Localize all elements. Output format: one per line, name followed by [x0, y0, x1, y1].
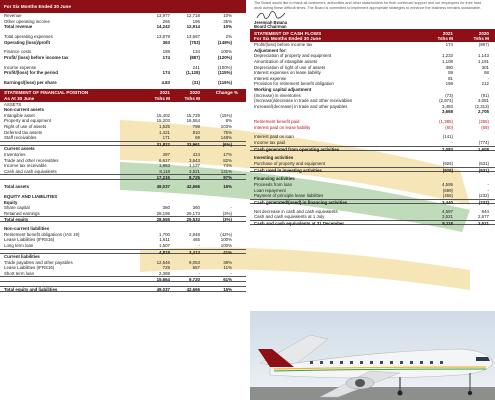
row-value: 171: [162, 135, 170, 141]
row-label: Trade payables and other payables: [4, 259, 73, 265]
row-value: (753): [189, 39, 200, 45]
row-value: 174: [162, 54, 170, 60]
row-label: Revenue: [4, 13, 22, 18]
row-value: 174: [162, 70, 170, 76]
row-label: Share capital: [4, 205, 30, 211]
row-value: 33,961: [186, 141, 200, 147]
row-label: Deferred tax assets: [4, 129, 43, 135]
row-label: Purchase of property and equipment: [254, 161, 326, 167]
row-label: Provision for retirement benefit obligation: [254, 81, 334, 87]
row-value: 59: [448, 70, 453, 76]
row-value: 15,664: [156, 277, 170, 283]
row-label: Current liabilities: [4, 254, 40, 260]
row-value: (2,974): [439, 98, 453, 104]
row-value: 28,555: [156, 217, 170, 223]
row-value: 10%: [223, 13, 232, 18]
cash-flows-table: [250, 42, 495, 225]
row-label: Retirement benefit obligations (IAS 19): [4, 231, 80, 237]
row-label: Earnings/(loss) per share: [4, 80, 57, 86]
signatory-name: Jeremiah Bwana: [254, 19, 288, 25]
fp-unit-2021: Tshs M: [154, 95, 170, 101]
row-label: Lease Liabilities (IFRS16): [4, 265, 55, 271]
row-value: 15,729: [186, 112, 200, 118]
row-value: 12,718: [186, 13, 200, 18]
signatory-role: Board Chairman: [254, 24, 287, 30]
row-value: 134: [192, 49, 200, 55]
row-label: Operating (loss)/profit: [4, 39, 51, 45]
row-label: Cash used in investing activities: [254, 167, 322, 173]
row-value: 301: [481, 64, 489, 70]
row-value: (100%): [217, 64, 232, 70]
fp-unit-2020: Tshs M: [184, 95, 200, 101]
row-value: 8,118: [159, 168, 170, 174]
row-label: Interest paid on loan: [254, 134, 294, 140]
cf-col-2021: 2021: [442, 30, 453, 36]
row-label: Non-current assets: [4, 107, 45, 113]
row-value: (73): [445, 92, 453, 98]
row-value: -: [487, 187, 489, 193]
row-value: (91): [481, 92, 489, 98]
row-value: 131%: [220, 168, 232, 174]
row-value: 189: [162, 49, 170, 55]
row-value: -: [230, 205, 232, 211]
row-value: (531): [478, 167, 489, 173]
row-value: 42,666: [186, 287, 200, 293]
fp-col-2020: 2020: [189, 90, 200, 96]
row-value: (115%): [218, 80, 232, 86]
row-value: 41%: [223, 249, 232, 255]
row-value: 2%: [225, 33, 232, 39]
row-value: 81: [448, 75, 453, 81]
row-value: (456): [442, 193, 453, 199]
row-label: Cash and cash equivalents at 1 July: [254, 214, 325, 220]
row-value: 2,389: [159, 270, 170, 276]
financial-position-table: [0, 102, 246, 292]
row-label: Income expense: [4, 64, 37, 70]
row-value: 1,191: [478, 58, 489, 64]
row-label: Interest expense: [254, 75, 287, 81]
row-value: 4.83: [161, 80, 170, 86]
row-value: 42,666: [186, 184, 200, 190]
row-value: 68: [484, 70, 489, 76]
row-value: -: [198, 242, 200, 248]
row-label: Inventories: [4, 152, 26, 158]
row-value: 1,983: [159, 163, 170, 169]
row-value: 3,483: [442, 103, 453, 109]
row-value: 15%: [223, 287, 232, 293]
row-value: 174: [445, 42, 453, 48]
row-value: (232): [478, 193, 489, 199]
row-value: (115%): [218, 70, 232, 76]
row-value: 360: [162, 205, 170, 211]
cf-unit-2020: Tshs M: [473, 36, 489, 42]
row-value: -: [487, 75, 489, 81]
row-label: Depreciation of right of use of assets: [254, 64, 326, 70]
row-value: (1,128): [186, 70, 200, 76]
row-value: 8,725: [189, 175, 200, 181]
row-label: Cash and cash equivalents: [4, 168, 57, 174]
row-value: 148%: [220, 135, 232, 141]
row-value: -: [487, 182, 489, 187]
row-label: Cash generated from operating activities: [254, 146, 340, 152]
row-value: 3,440: [442, 199, 453, 205]
row-value: (42%): [220, 231, 232, 237]
row-value: 4,595: [442, 182, 453, 187]
cash-flows-title: STATEMENT OF CASH FLOWS: [254, 30, 322, 36]
row-value: 844: [481, 208, 489, 214]
row-value: 1,137: [189, 163, 200, 169]
row-value: 241: [192, 64, 200, 70]
row-label: Total operating expenses: [4, 33, 53, 39]
row-value: 6,617: [159, 157, 170, 163]
row-value: 360: [192, 205, 200, 211]
income-statement-table: [0, 13, 246, 86]
row-label: Intangible asset: [4, 112, 35, 118]
row-label: Investing activities: [254, 155, 294, 161]
financial-position-title: STATEMENT OF FINANCIAL POSITION: [4, 90, 89, 96]
row-label: Long term loan: [4, 242, 34, 248]
row-label: Profit/(loss) before income tax: [254, 42, 313, 48]
row-value: 15,402: [156, 112, 170, 118]
row-label: Depreciation of property and equipment: [254, 53, 332, 59]
row-value: 49,037: [156, 287, 170, 293]
row-label: Loan repayment: [254, 187, 286, 193]
row-label: (Increase)/decrease in trade and other receivables: [254, 98, 353, 104]
row-value: 9,063: [189, 259, 200, 265]
row-value: (2,313): [475, 103, 489, 109]
board-statement-line-1: The Board would like to thank all customers, authorities and other stakeholders for their continued support and our employees for their hard: [254, 1, 482, 5]
row-value: (531): [478, 161, 489, 167]
row-value: 14,242: [156, 24, 170, 30]
row-value: 3,643: [189, 157, 200, 163]
row-label: Net decrease in cash and cash equivalents: [254, 208, 338, 214]
row-label: Total revenue: [4, 24, 33, 30]
row-value: 3,521: [442, 214, 453, 220]
income-statement-header: [0, 0, 246, 13]
row-value: (141): [442, 134, 453, 140]
row-value: (1,385): [439, 119, 453, 125]
row-label: Total equity: [4, 217, 29, 223]
board-statement-line-2: work during these difficult times. The Board is committed to implement appropriate strategies to enhance the business remains sustainable.: [254, 5, 481, 10]
cash-flows-header: [250, 29, 495, 42]
fp-col-change: Change %: [215, 90, 238, 96]
row-value: 1,421: [159, 129, 170, 135]
row-value: 1,143: [478, 53, 489, 59]
board-statement: [250, 0, 495, 10]
row-value: 1,611: [159, 237, 170, 243]
row-label: Lease Liabilities (IFRS16): [4, 237, 55, 243]
row-label: Retained earnings: [4, 210, 40, 216]
income-header-title: For Six Months Ended 30 June: [4, 4, 71, 10]
row-label: (Increase) in inventories: [254, 92, 301, 98]
row-value: 2,083: [442, 146, 453, 152]
row-value: (120%): [217, 54, 232, 60]
row-value: 17%: [223, 152, 232, 158]
row-value: (60): [445, 124, 453, 130]
row-value: 15%: [223, 184, 232, 190]
row-label: Interest expenses on lease liability: [254, 70, 321, 76]
row-value: 196: [192, 18, 200, 24]
row-value: (15%): [220, 112, 232, 118]
row-value: 13,977: [156, 13, 170, 18]
row-label: Working capital adjustment: [254, 86, 312, 92]
row-label: Short term loan: [4, 270, 35, 276]
row-value: (699): [442, 187, 453, 193]
row-value: (68): [481, 124, 489, 130]
row-value: 69: [195, 135, 200, 141]
row-label: Right of use of assets: [4, 124, 47, 130]
row-value: -: [230, 270, 232, 276]
row-value: 15,203: [156, 118, 170, 124]
row-label: Trade and other receivables: [4, 157, 59, 163]
row-value: 729: [162, 265, 170, 271]
row-value: 100%: [220, 49, 232, 55]
row-label: Interest paid on lease liability: [254, 124, 311, 130]
row-value: (255): [478, 119, 489, 125]
signature-block: [250, 10, 495, 29]
row-value: 29,173: [186, 210, 200, 216]
aircraft-photo: [250, 311, 495, 400]
row-value: 35%: [223, 18, 232, 24]
row-label: Income tax receivable: [4, 163, 47, 169]
row-value: 9,720: [189, 277, 200, 283]
row-value: 31,822: [156, 141, 170, 147]
row-value: 74%: [223, 163, 232, 169]
row-value: 29,533: [186, 217, 200, 223]
row-label: Payment of principle lease liabilities: [254, 193, 324, 199]
row-value: 1,507: [159, 242, 170, 248]
row-value: 75%: [223, 129, 232, 135]
row-value: 3,521: [189, 168, 200, 174]
row-label: Proceeds from loan: [254, 182, 293, 187]
row-label: Increase/(decrease) in trade and other payables: [254, 103, 348, 109]
row-label: Total equity and liabilities: [4, 287, 58, 293]
table-row: [0, 80, 246, 86]
row-value: 4,818: [159, 249, 170, 255]
row-value: 3,521: [478, 220, 489, 226]
row-value: 363: [162, 39, 170, 45]
row-value: (926): [442, 167, 453, 173]
row-label: Non-current liabilities: [4, 226, 50, 232]
row-value: 1,233: [442, 53, 453, 59]
row-value: 8%: [225, 118, 232, 124]
row-value: 3,413: [189, 249, 200, 255]
row-label: Cash and cash equivalents at 31 December: [254, 220, 345, 226]
row-value: 1,608: [478, 146, 489, 152]
right-column: [250, 0, 495, 225]
row-value: 212: [481, 81, 489, 87]
row-value: (3%): [222, 217, 232, 223]
row-label: Adjustment for:: [254, 47, 287, 53]
row-label: Property and equipment: [4, 118, 51, 124]
row-value: 100%: [220, 242, 232, 248]
row-value: -: [451, 140, 453, 146]
row-value: (31): [192, 80, 200, 86]
row-value: -: [198, 270, 200, 276]
row-value: 17,215: [156, 175, 170, 181]
row-value: (887): [189, 54, 200, 60]
row-value: 38%: [223, 259, 232, 265]
row-value: 3,081: [478, 98, 489, 104]
row-value: 2,677: [478, 214, 489, 220]
row-label: Amortization of intangible assets: [254, 58, 318, 64]
row-value: 1,625: [159, 124, 170, 130]
row-label: Income tax paid: [254, 140, 285, 146]
row-value: 198: [445, 81, 453, 87]
row-label: ASSETS: [4, 101, 22, 107]
row-value: 8,118: [442, 220, 453, 226]
cash-flows-subtitle: For Six Months Ended 30 June: [254, 36, 321, 42]
row-value: 810: [192, 129, 200, 135]
row-value: 100%: [220, 237, 232, 243]
row-value: 16,554: [186, 118, 200, 124]
row-value: (887): [478, 42, 489, 48]
row-value: 265: [162, 18, 170, 24]
left-column: [0, 0, 246, 292]
row-label: Cash generated/(used) in financing activities: [254, 199, 348, 205]
row-value: 28,195: [156, 210, 170, 216]
table-row: [0, 286, 246, 292]
row-value: (6%): [222, 141, 232, 147]
row-value: 1,700: [159, 231, 170, 237]
table-row: [250, 220, 495, 226]
row-value: 11%: [223, 265, 232, 271]
row-value: 1,108: [442, 58, 453, 64]
row-value: 103%: [220, 124, 232, 130]
row-value: 12,914: [186, 24, 200, 30]
cf-col-2020: 2020: [478, 30, 489, 36]
row-value: 13,879: [156, 33, 170, 39]
row-label: Equity: [4, 199, 18, 205]
fp-col-2021: 2021: [159, 90, 170, 96]
row-label: Other operating income: [4, 18, 50, 24]
row-value: 4,597: [442, 208, 453, 214]
row-label: Retirement benefit paid: [254, 119, 300, 125]
cf-unit-2021: Tshs M: [437, 36, 453, 42]
row-value: 424: [192, 152, 200, 158]
financial-position-header: [0, 89, 246, 102]
row-label: Profit/(loss) for the period: [4, 70, 58, 76]
row-value: (774): [478, 140, 489, 146]
row-label: Total assets: [4, 184, 30, 190]
row-value: 3,668: [442, 109, 453, 115]
row-value: 799: [192, 124, 200, 130]
row-value: 12,546: [156, 259, 170, 265]
row-label: Current assets: [4, 146, 35, 152]
row-value: 10%: [223, 24, 232, 30]
row-value: (926): [442, 161, 453, 167]
row-value: (148%): [217, 39, 232, 45]
row-label: EQUITY AND LIABILITIES: [4, 193, 58, 199]
row-value: (232): [478, 199, 489, 205]
row-label: Staff receivables: [4, 135, 37, 141]
row-value: 465: [192, 237, 200, 243]
row-value: 82%: [223, 157, 232, 163]
row-label: Financing activities: [254, 176, 295, 182]
row-label: Profit/ (loss) before income tax: [4, 54, 69, 60]
row-value: 13,667: [186, 33, 200, 39]
financial-position-subtitle: As At 30 June: [4, 95, 35, 101]
row-value: 380: [445, 64, 453, 70]
row-value: 2,948: [189, 231, 200, 237]
row-value: 497: [162, 152, 170, 158]
row-value: 657: [192, 265, 200, 271]
row-value: 49,037: [156, 184, 170, 190]
row-value: 61%: [223, 277, 232, 283]
row-label: Finance costs: [4, 49, 32, 55]
row-value: 97%: [223, 175, 232, 181]
row-value: (3%): [222, 210, 232, 216]
row-value: 2,705: [478, 109, 489, 115]
